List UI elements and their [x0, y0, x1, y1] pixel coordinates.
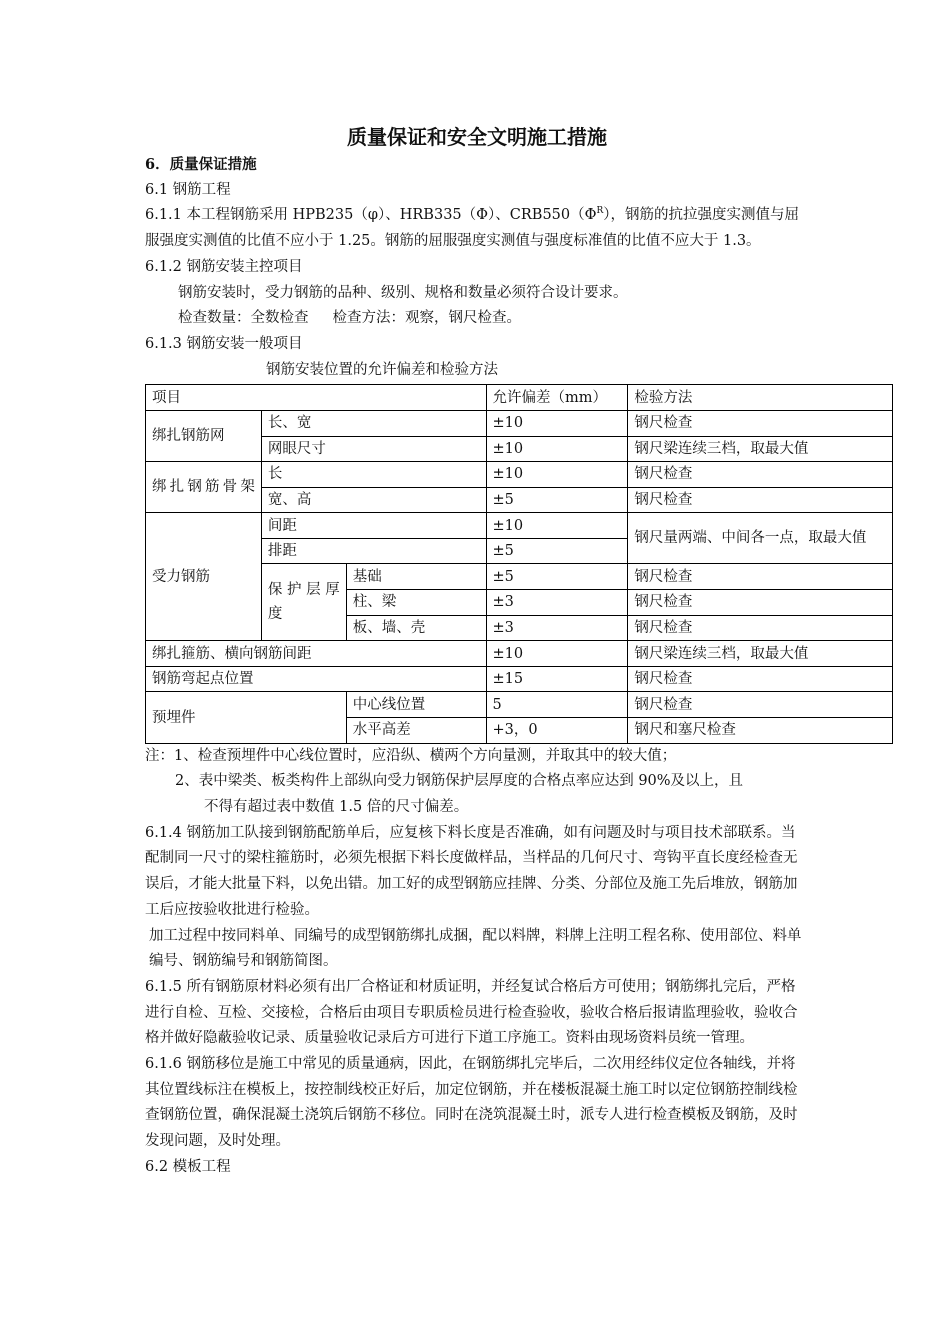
- table-cell: 钢尺和塞尺检查: [628, 718, 893, 744]
- table-row: [146, 462, 893, 488]
- subsection-heading: 6.2 模板工程: [145, 1158, 231, 1175]
- paragraph: 加工过程中按同料单、同编号的成型钢筋绑扎成捆，配以料牌，料牌上注明工程名称、使用部位、料单编号、钢筋编号和钢筋简图。: [149, 927, 802, 970]
- table-header: 项目: [146, 385, 487, 411]
- table-cell: 柱、梁: [346, 590, 486, 616]
- table-cell: ±5: [486, 538, 628, 564]
- table-cell: 受力钢筋: [146, 513, 262, 641]
- table-cell: 钢尺检查: [628, 590, 893, 616]
- document-page: [145, 120, 867, 1181]
- table-cell: ±10: [486, 513, 628, 539]
- table-cell: 钢尺检查: [628, 615, 893, 641]
- paragraph-6-1-4: 6.1.4 钢筋加工队接到钢筋配筋单后，应复核下料长度是否准确，如有问题及时与项目技术部联系。当配制同一尺寸的梁柱箍筋时，必须先根据下料长度做样品，当样品的几何尺寸、弯钩平直长度经检查无误后，才能大批量下料，以免出错。加工好的成型钢筋应挂牌、分类、分部位及施工先后堆放，钢筋加工后应按验收批进行检验。: [145, 824, 798, 918]
- table-cell: ±10: [486, 462, 628, 488]
- table-cell: +3，0: [486, 718, 628, 744]
- paragraph: [145, 306, 809, 332]
- table-cell: 长: [261, 462, 486, 488]
- subsection-heading: 6.1.2 钢筋安装主控项目: [145, 258, 303, 275]
- table-cell: 宽、高: [261, 487, 486, 513]
- table-cell: 钢尺检查: [628, 564, 893, 590]
- table-header-row: [146, 385, 893, 411]
- table-cell: 钢尺检查: [628, 462, 893, 488]
- section-heading: 6．质量保证措施: [145, 156, 257, 173]
- table-cell: 钢尺梁连续三档，取最大值: [628, 641, 893, 667]
- table-cell: 保护层厚度: [261, 564, 346, 641]
- table-cell: ±3: [486, 615, 628, 641]
- table-header: 检验方法: [628, 385, 893, 411]
- paragraph-text: ），钢筋的抗拉强度实测值与屈服强度实测值的比值不应小于 1.25。钢筋的屈服强度实测值与强度标准值的比值不应大于 1.3。: [145, 207, 800, 250]
- table-header: 允许偏差（mm）: [486, 385, 628, 411]
- tolerance-table: [145, 384, 893, 743]
- table-cell: 5: [486, 692, 628, 718]
- table-cell: 间距: [261, 513, 486, 539]
- paragraph-6-1-1: [145, 203, 809, 254]
- table-cell: 预埋件: [146, 692, 347, 743]
- table-cell: 中心线位置: [346, 692, 486, 718]
- page-title: 质量保证和安全文明施工措施: [347, 125, 607, 149]
- table-note: 2、表中梁类、板类构件上部纵向受力钢筋保护层厚度的合格点率应达到 90%及以上，且: [175, 773, 744, 790]
- table-cell: 绑扎钢筋骨架: [146, 462, 262, 513]
- check-method: 检查方法：观察，钢尺检查。: [332, 310, 521, 327]
- table-cell: ±5: [486, 487, 628, 513]
- subsection-heading: 6.1.3 钢筋安装一般项目: [145, 335, 303, 352]
- table-cell: ±10: [486, 410, 628, 436]
- table-row: [146, 410, 893, 436]
- table-cell: ±3: [486, 590, 628, 616]
- table-cell: 钢尺梁连续三档，取最大值: [628, 436, 893, 462]
- paragraph: 钢筋安装时，受力钢筋的品种、级别、规格和数量必须符合设计要求。: [178, 284, 628, 301]
- check-quantity: 检查数量：全数检查: [178, 310, 309, 327]
- table-cell: 基础: [346, 564, 486, 590]
- table-cell: 绑扎箍筋、横向钢筋间距: [146, 641, 487, 667]
- table-cell: ±10: [486, 436, 628, 462]
- table-note: 不得有超过表中数值 1.5 倍的尺寸偏差。: [204, 799, 469, 816]
- table-cell: 板、墙、壳: [346, 615, 486, 641]
- table-cell: 钢筋弯起点位置: [146, 666, 487, 692]
- table-caption: 钢筋安装位置的允许偏差和检验方法: [266, 361, 498, 378]
- table-row: [146, 513, 893, 539]
- table-cell: 水平高差: [346, 718, 486, 744]
- table-cell: 绑扎钢筋网: [146, 410, 262, 461]
- table-row: [146, 666, 893, 692]
- table-cell: ±15: [486, 666, 628, 692]
- table-cell: 长、宽: [261, 410, 486, 436]
- table-row: [146, 641, 893, 667]
- table-cell: ±5: [486, 564, 628, 590]
- table-cell: 钢尺检查: [628, 487, 893, 513]
- paragraph-6-1-5: 6.1.5 所有钢筋原材料必须有出厂合格证和材质证明，并经复试合格后方可使用；钢筋绑扎完后，严格进行自检、互检、交接检，合格后由项目专职质检员进行检查验收，验收合格后报请监理验收，验收合格并做好隐蔽验收记录、质量验收记录后方可进行下道工序施工。资料由现场资料员统一管理。: [145, 978, 798, 1047]
- table-cell: 钢尺检查: [628, 666, 893, 692]
- table-cell: 钢尺量两端、中间各一点，取最大值: [628, 513, 893, 564]
- table-note: 注：1、检查预埋件中心线位置时，应沿纵、横两个方向量测，并取其中的较大值；: [145, 747, 677, 764]
- table-cell: 排距: [261, 538, 486, 564]
- table-cell: 网眼尺寸: [261, 436, 486, 462]
- paragraph-6-1-6: 6.1.6 钢筋移位是施工中常见的质量通病，因此，在钢筋绑扎完毕后，二次用经纬仪定位各轴线，并将其位置线标注在模板上，按控制线校正好后，加定位钢筋，并在楼板混凝土施工时以定位钢筋控制线检查钢筋位置，确保混凝土浇筑后钢筋不移位。同时在浇筑混凝土时，派专人进行检查模板及钢筋，及时发现问题，及时处理。: [145, 1056, 798, 1150]
- table-row: [146, 692, 893, 718]
- table-cell: 钢尺检查: [628, 410, 893, 436]
- table-cell: ±10: [486, 641, 628, 667]
- superscript: R: [596, 206, 604, 217]
- subsection-heading: 6.1 钢筋工程: [145, 181, 231, 198]
- table-cell: 钢尺检查: [628, 692, 893, 718]
- paragraph-text: 6.1.1 本工程钢筋采用 HPB235（φ）、HRB335（Φ）、CRB550（Φ: [145, 207, 597, 224]
